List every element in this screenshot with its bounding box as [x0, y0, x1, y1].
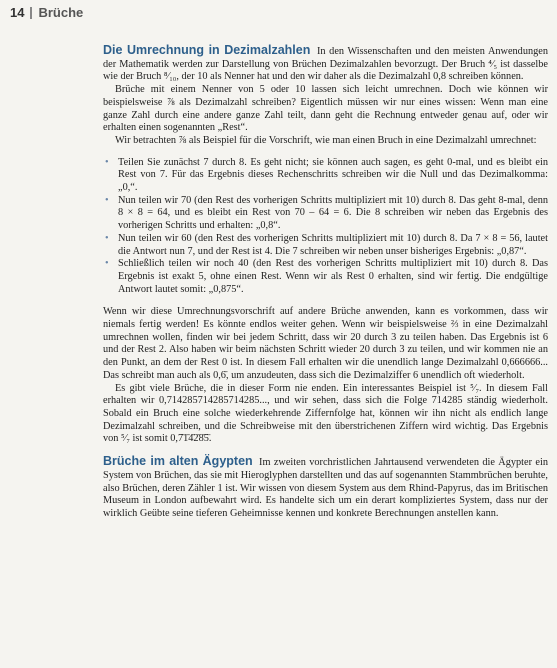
section1-paragraph-2: Brüche mit einem Nenner von 5 oder 10 lassen sich leicht umrechnen. Doch wie können wir beispielsweise ⅞ als Dezimalzahl schreiben? Eigentlich müssen wir nur eines wissen: Wenn man eine ganze Zahl durch eine andere ganze Zahl teilt, dann geht die Rechnung entweder genau auf, oder wir erhalten einen sogenannten „Rest“. — [103, 84, 548, 134]
page-header — [10, 5, 83, 20]
section2-p1-text: Im zweiten vorchristlichen Jahrtausend verwendeten die Ägypter ein System von Brüchen, das sie mit Hieroglyphen darstellten und das auf sogenannten Stammbrüchen beruhte, also Brüchen, deren Zähler 1 ist. Wir wissen von diesem System aus dem Rhind-Papyrus, das im Britischen Museum in London aufbewahrt wird. Es handelte sich um ein derart kompliziertes System, dass nur der wirklich Geübte seine tieferen Geheimnisse kennen und konkrete Berechnungen anstellen kann. — [103, 457, 549, 519]
page-number: 14 — [10, 5, 25, 20]
section2-title: Brüche im alten Ägypten — [103, 454, 253, 469]
section1-paragraph-3: Wir betrachten ⅞ als Beispiel für die Vorschrift, wie man einen Bruch in eine Dezimalzahl umrechnet: — [115, 134, 537, 146]
list-item: • Nun teilen wir 70 (den Rest des vorherigen Schritts multipliziert mit 10) durch 8. Das geht 8-mal, denn 8 × 8 = 64, und es bleibt ein Rest von 70 – 64 = 6. Die 8 schreiben wir neben das Ergebnis des vorherigen Schritts und erhalten: „0,8“. — [118, 195, 548, 233]
list-item: • Teilen Sie zunächst 7 durch 8. Es geht nicht; sie können auch sagen, es geht 0-mal, und es bleibt ein Rest von 7. Für das Ergebnis dieses Rechenschritts schreiben wir die Null und das Dezimalkomma: „0,“. — [118, 157, 548, 195]
page-body — [103, 44, 548, 521]
header-divider — [30, 7, 32, 19]
conversion-steps-list — [103, 157, 548, 297]
section1-paragraph-5: Es gibt viele Brüche, die in dieser Form nie enden. Ein interessantes Beispiel ist ⁵⁄₇. In diesem Fall erhalten wir 0,714285714285714285..., und wir sehen, dass sich die Folge 714285 ständig wiederholt. Sobald ein Bruch eine solche wiederkehrende Ziffernfolge hat, können wir ihn nicht als endlich lange Dezimalzahl schreiben, und die Schreibweise mit den überstrichenen Ziffern wird wichtig. Das Ergebnis von ⁵⁄₇ ist somit 0,7̄1̄4̄2̄8̄5̄. — [103, 382, 548, 445]
list-item: • Schließlich teilen wir noch 40 (den Rest des vorherigen Schritts multipliziert mit 10) durch 8. Das Ergebnis ist exakt 5, ohne einen Rest. Wenn wir als Rest 0 erhalten, sind wir fertig. Die endgültige Antwort lautet somit: „0,875“. — [118, 258, 548, 296]
chapter-title: Brüche — [38, 5, 84, 20]
section1-title: Die Umrechnung in Dezimalzahlen — [103, 43, 311, 57]
section1-intro-paragraph — [103, 44, 548, 84]
section1-paragraph-4: Wenn wir diese Umrechnungsvorschrift auf andere Brüche anwenden, kann es vorkommen, dass wir niemals fertig werden! Es könnte endlos weiter gehen. Wenn wir beispielsweise ⅔ in eine Dezimalzahl umrechnen wollen, finden wir bei jedem Schritt, dass wir 20 durch 3 zu teilen haben. Das Ergebnis ist 6 und der Rest 2. Also haben wir beim nächsten Schritt wieder 20 durch 3 zu teilen, und wir kommen nie an den Punkt, an dem der Rest 0 ist. In diesem Fall erhalten wir die unendlich lange Dezimalzahl 0,666666... Das schreibt man auch als 0,6̄, um anzudeuten, dass sich die Dezimalziffer 6 unendlich oft wiederholt. — [103, 306, 548, 381]
section1-p1-text: In den Wissenschaften und den meisten Anwendungen der Mathematik werden zur Darstellung von Brüchen Dezimalzahlen bevorzugt. Der Bruch ⁴⁄₅ ist dasselbe wie der Bruch ⁸⁄₁₀, der 10 als Nenner hat und den wir daher als die Dezimalzahl 0,8 schreiben können. — [103, 46, 548, 83]
list-item: • Nun teilen wir 60 (den Rest des vorherigen Schritts multipliziert mit 10) durch 8. Da 7 × 8 = 56, lautet die Antwort nun 7, und der Rest ist 4. Die 7 schreiben wir neben unser bisheriges Ergebnis: „0,87“. — [118, 233, 548, 258]
section2-intro-paragraph — [103, 455, 548, 521]
